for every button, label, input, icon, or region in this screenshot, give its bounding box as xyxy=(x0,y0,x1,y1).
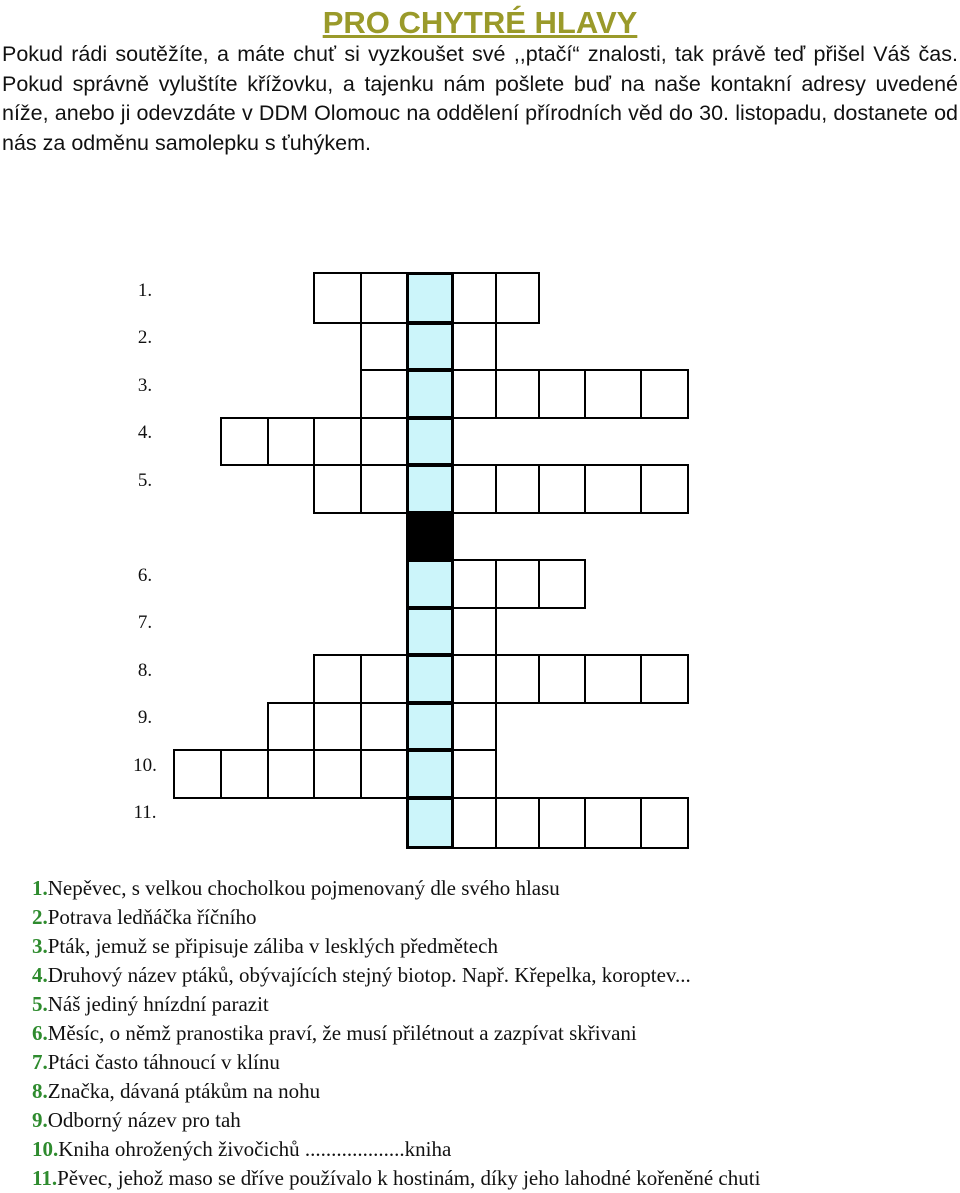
clue-number: 1. xyxy=(32,876,48,900)
crossword-cell-row-3[interactable] xyxy=(452,369,497,419)
clue-1 xyxy=(32,874,760,903)
clue-7 xyxy=(32,1048,760,1077)
crossword-cell-row-1[interactable] xyxy=(313,272,362,324)
crossword-cell-row-1[interactable] xyxy=(360,272,408,324)
crossword-cell-row-6[interactable] xyxy=(538,559,586,609)
crossword-cell-row-2[interactable] xyxy=(360,322,408,371)
intro-paragraph: Pokud rádi soutěžíte, a máte chuť si vyzkoušet své ,,ptačí“ znalosti, tak právě teď přišel Váš čas. Pokud správně vyluštíte křížovku, a tajenku nám pošlete buď na naše kontakní adresy uvedené níže, anebo ji odevzdáte v DDM Olomouc na oddělení přírodních věd do 30. listopadu, dostanete od nás za odměnu samolepku s ťuhýkem. xyxy=(2,42,958,155)
crossword-cell-row-1[interactable] xyxy=(495,272,540,324)
crossword-cell-row-3[interactable] xyxy=(360,369,408,419)
clue-text: Druhový název ptáků, obývajících stejný biotop. Např. Křepelka, koroptev... xyxy=(47,963,691,987)
clue-number: 6. xyxy=(32,1021,48,1045)
crossword-cell-row-9[interactable] xyxy=(452,702,497,751)
crossword-cell-row-4[interactable] xyxy=(220,417,269,466)
clue-number: 8. xyxy=(32,1079,48,1103)
crossword-cell-row-4[interactable] xyxy=(313,417,362,466)
clue-text: Potrava ledňáčka říčního xyxy=(47,905,257,929)
crossword-cell-row-11[interactable] xyxy=(538,797,586,849)
solution-cell-row-10[interactable] xyxy=(406,749,454,799)
solution-cell-row-4[interactable] xyxy=(406,417,454,466)
row-label-10: 10. xyxy=(133,755,157,776)
row-label-4: 4. xyxy=(137,422,153,443)
crossword-cell-row-10[interactable] xyxy=(360,749,408,799)
clue-9 xyxy=(32,1106,760,1135)
crossword-cell-row-5[interactable] xyxy=(538,464,586,514)
clue-number: 7. xyxy=(32,1050,48,1074)
crossword-cell-row-3[interactable] xyxy=(538,369,586,419)
row-label-9: 9. xyxy=(137,707,153,728)
clue-4 xyxy=(32,961,760,990)
clue-text: Pták, jemuž se připisuje záliba v lesklých předmětech xyxy=(47,934,498,958)
clue-text: Měsíc, o němž pranostika praví, že musí přilétnout a zazpívat skřivani xyxy=(47,1021,637,1045)
clue-text: Kniha ohrožených živočichů ...................kniha xyxy=(58,1137,452,1161)
crossword-cell-row-5[interactable] xyxy=(640,464,689,514)
clue-number: 9. xyxy=(32,1108,48,1132)
solution-cell-row-6[interactable] xyxy=(406,559,454,609)
clue-list xyxy=(32,874,760,1193)
clue-8 xyxy=(32,1077,760,1106)
clue-text: Odborný název pro tah xyxy=(47,1108,241,1132)
separator-black-cell xyxy=(406,512,454,561)
row-label-2: 2. xyxy=(137,327,153,348)
crossword-cell-row-10[interactable] xyxy=(220,749,269,799)
crossword-cell-row-5[interactable] xyxy=(313,464,362,514)
row-label-1: 1. xyxy=(137,280,153,301)
clue-text: Nepěvec, s velkou chocholkou pojmenovaný dle svého hlasu xyxy=(47,876,560,900)
solution-cell-row-1[interactable] xyxy=(406,272,454,324)
crossword-cell-row-8[interactable] xyxy=(584,654,642,704)
clue-11 xyxy=(32,1164,760,1193)
clue-text: Pěvec, jehož maso se dříve používalo k hostinám, díky jeho lahodné kořeněné chuti xyxy=(57,1166,761,1190)
crossword-cell-row-8[interactable] xyxy=(495,654,540,704)
crossword-cell-row-11[interactable] xyxy=(584,797,642,849)
clue-number: 10. xyxy=(32,1137,59,1161)
solution-cell-row-3[interactable] xyxy=(406,369,454,419)
crossword-cell-row-3[interactable] xyxy=(584,369,642,419)
solution-cell-row-11[interactable] xyxy=(406,797,454,849)
row-label-7: 7. xyxy=(137,612,153,633)
clue-6 xyxy=(32,1019,760,1048)
crossword-cell-row-3[interactable] xyxy=(495,369,540,419)
crossword-cell-row-1[interactable] xyxy=(452,272,497,324)
crossword-cell-row-5[interactable] xyxy=(452,464,497,514)
crossword-cell-row-8[interactable] xyxy=(538,654,586,704)
crossword-cell-row-4[interactable] xyxy=(360,417,408,466)
row-label-8: 8. xyxy=(137,660,153,681)
crossword-cell-row-8[interactable] xyxy=(452,654,497,704)
row-label-3: 3. xyxy=(137,375,153,396)
crossword-cell-row-6[interactable] xyxy=(495,559,540,609)
solution-cell-row-8[interactable] xyxy=(406,654,454,704)
crossword-cell-row-8[interactable] xyxy=(640,654,689,704)
crossword-cell-row-6[interactable] xyxy=(452,559,497,609)
page-title: PRO CHYTRÉ HLAVY xyxy=(322,5,638,40)
crossword-cell-row-11[interactable] xyxy=(640,797,689,849)
clue-3 xyxy=(32,932,760,961)
row-label-6: 6. xyxy=(137,565,153,586)
solution-cell-row-5[interactable] xyxy=(406,464,454,514)
row-label-5: 5. xyxy=(137,470,153,491)
crossword-cell-row-5[interactable] xyxy=(360,464,408,514)
crossword-cell-row-10[interactable] xyxy=(267,749,315,799)
crossword-cell-row-8[interactable] xyxy=(313,654,362,704)
clue-number: 5. xyxy=(32,992,48,1016)
clue-number: 2. xyxy=(32,905,48,929)
clue-text: Ptáci často táhnoucí v klínu xyxy=(47,1050,280,1074)
crossword-cell-row-10[interactable] xyxy=(173,749,222,799)
clue-10 xyxy=(32,1135,760,1164)
crossword-cell-row-9[interactable] xyxy=(313,702,362,751)
crossword-cell-row-10[interactable] xyxy=(313,749,362,799)
clue-number: 11. xyxy=(32,1166,58,1190)
clue-number: 3. xyxy=(32,934,48,958)
solution-cell-row-2[interactable] xyxy=(406,322,454,371)
solution-cell-row-9[interactable] xyxy=(406,702,454,751)
crossword-cell-row-7[interactable] xyxy=(452,607,497,656)
crossword-cell-row-9[interactable] xyxy=(360,702,408,751)
crossword-cell-row-8[interactable] xyxy=(360,654,408,704)
row-label-11: 11. xyxy=(133,802,157,823)
crossword-cell-row-4[interactable] xyxy=(267,417,315,466)
clue-2 xyxy=(32,903,760,932)
crossword-cell-row-10[interactable] xyxy=(452,749,497,799)
crossword-cell-row-5[interactable] xyxy=(495,464,540,514)
clue-text: Značka, dávaná ptákům na nohu xyxy=(47,1079,321,1103)
crossword-cell-row-11[interactable] xyxy=(452,797,497,849)
clue-text: Náš jediný hnízdní parazit xyxy=(47,992,269,1016)
crossword-cell-row-5[interactable] xyxy=(584,464,642,514)
clue-5 xyxy=(32,990,760,1019)
clue-number: 4. xyxy=(32,963,48,987)
crossword-cell-row-9[interactable] xyxy=(267,702,315,751)
solution-cell-row-7[interactable] xyxy=(406,607,454,656)
crossword-cell-row-2[interactable] xyxy=(452,322,497,371)
crossword-cell-row-3[interactable] xyxy=(640,369,689,419)
crossword-cell-row-11[interactable] xyxy=(495,797,540,849)
